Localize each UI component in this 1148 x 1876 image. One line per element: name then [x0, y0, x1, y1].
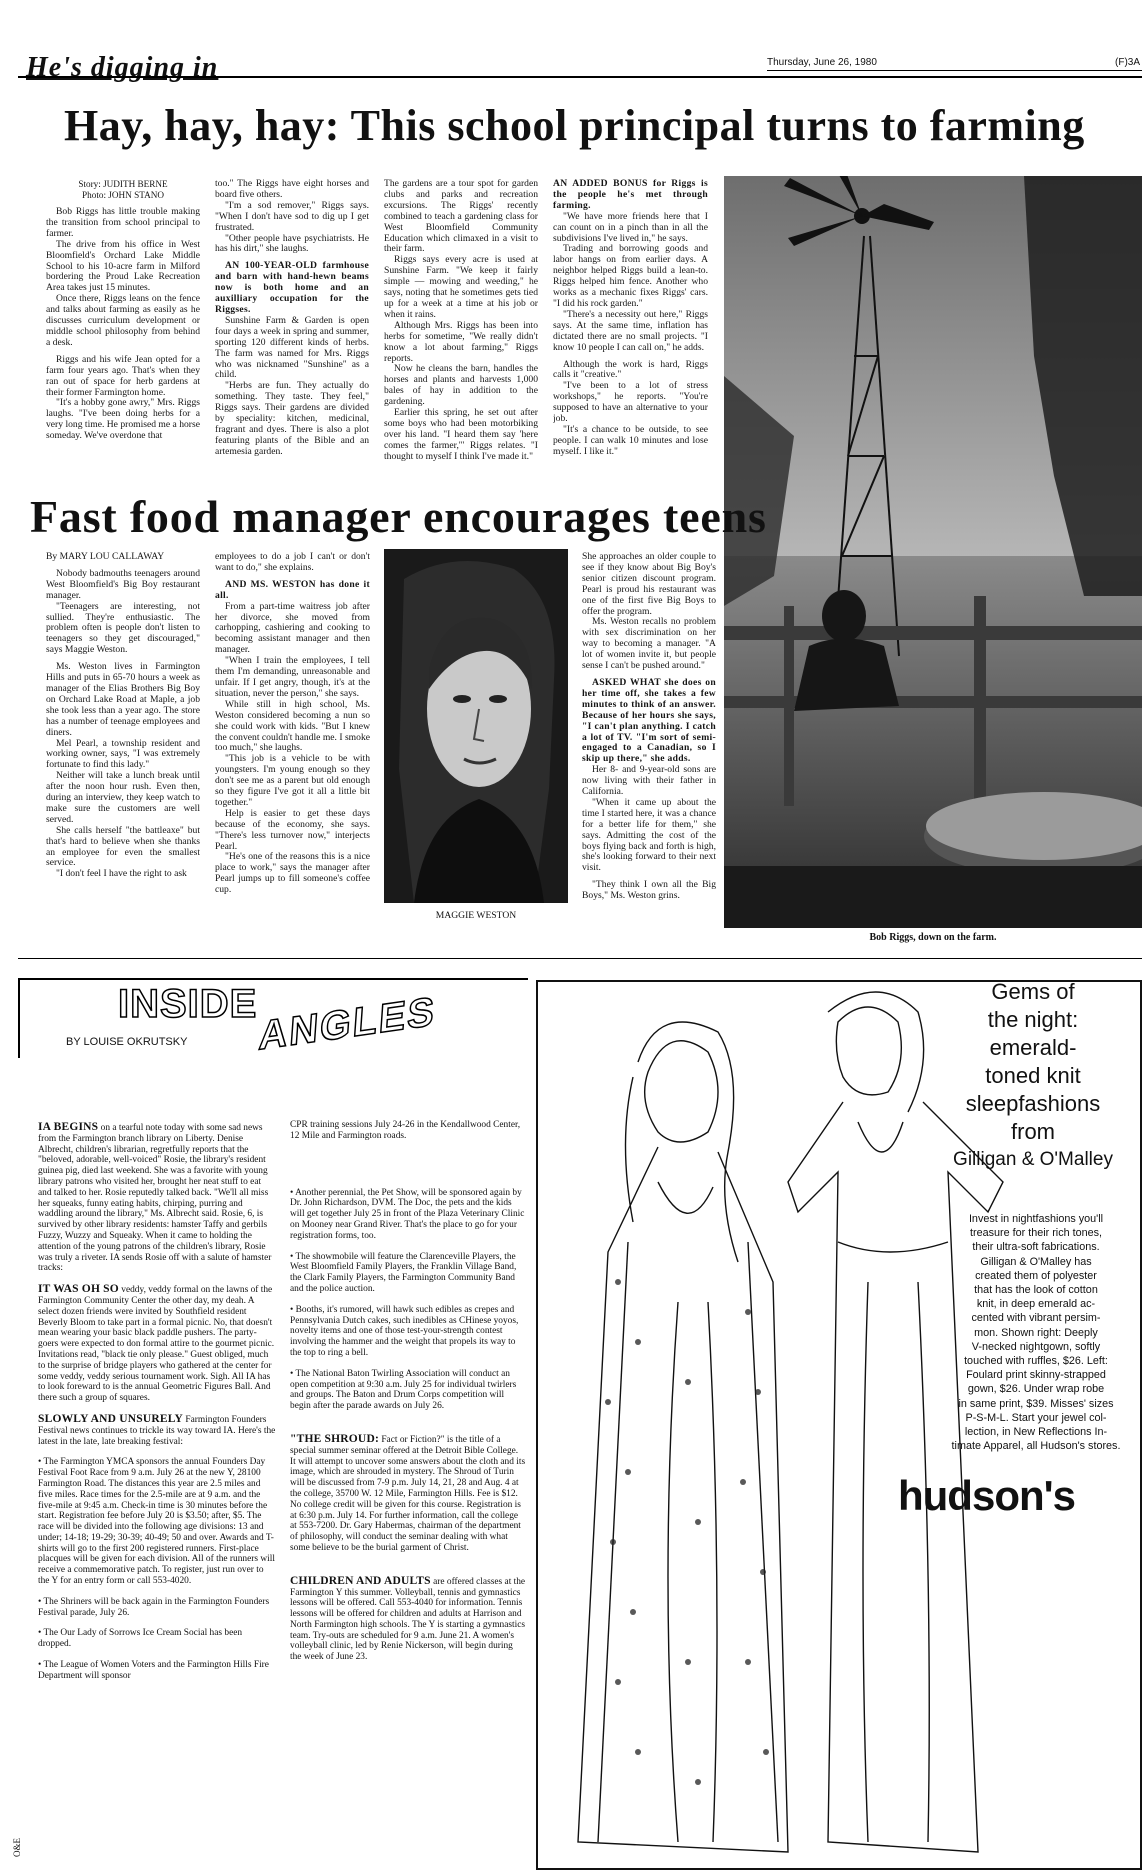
paragraph: "Teenagers are interesting, not sullied. They're enthusiastic. The problem often is people don't listen to teenagers so they get discouraged," says Maggie Weston.	[46, 600, 200, 656]
story2-column-1	[46, 552, 200, 920]
paragraph: AN ADDED BONUS for Riggs is the people he's met through farming.	[553, 179, 708, 211]
paragraph: "When I train the employees, I tell them I'm demanding, unreasonable and unfair. If I get angry, though, it's at the situation, never the person," she says.	[215, 655, 370, 699]
paragraph: "This job is a vehicle to be with youngsters. I'm young enough so they don't see me as a parent but old enough so they figure I've got it all a little bit together."	[215, 753, 370, 808]
ad-headline	[928, 978, 1138, 1174]
margin-mark: O&E	[12, 1838, 22, 1857]
paragraph: employees to do a job I can't or don't want to do," she explains.	[215, 552, 370, 573]
paragraph: "It's a hobby gone awry," Mrs. Riggs laughs. "I've been doing herbs for a very long time. He promised me a horse someday. We've overdone that	[46, 397, 200, 442]
paragraph: "He's one of the reasons this is a nice place to work," says the manager after Pearl jumps up to fill someone's coffee cup.	[215, 851, 370, 896]
item-text: • The showmobile will feature the Clarenceville Players, the West Bloomfield Family Players, the Franklin Village Band, the Clark Family Players, the Farmington Community Band and the police auction.	[290, 1251, 517, 1294]
paragraph: From a part-time waitress job after her divorce, she moved from carhopping, cashiering and cooking to becoming assistant manager and then manager.	[215, 600, 370, 656]
paragraph: Her 8- and 9-year-old sons are now living with their father in California.	[582, 764, 716, 798]
item-text: veddy, veddy formal on the lawns of the Farmington Community Center the other day, my deah. A select dozen friends were invited by Southfield resident Beverly Bloom to take part in a formal picnic. No, that doesn't mean wearing your basic black paddle pushers. The party-goers were expected to don formal attire to the gourmet picnic. Invitations read, "black tie only please." Guest obliged, much to the surprise of bridge players who gathered at the center for some veddy, veddy serious tournament work. Sigh. All IA has to look foreward to is the annual Geometric Figures Ball. And there such a group of squares.	[38, 1285, 275, 1404]
paragraph: Mel Pearl, a township resident and working owner, says, "I was extremely fortunate to find this lady."	[46, 737, 200, 771]
paragraph: Sunshine Farm & Garden is open four days a week in spring and summer, sporting 120 different kinds of herbs. The farm was named for Mrs. Riggs who was nicknamed "Sunshine" as a child.	[215, 314, 369, 381]
story2-column-2	[215, 552, 370, 920]
ad-headline-line: toned knit	[985, 1063, 1081, 1088]
hudsons-ad	[536, 980, 1142, 1870]
inside-angles-column-2	[290, 1120, 526, 1870]
ad-body-line: Invest in nightfashions you'll	[968, 1213, 1104, 1225]
ad-headline-line: the night:	[987, 1007, 1079, 1032]
item	[38, 1284, 276, 1404]
paragraph: Although Mrs. Riggs has been into herbs for sometime, "We really didn't know a lot about farming," Riggs reports.	[384, 319, 538, 364]
item	[38, 1597, 276, 1619]
story1-column-3	[384, 179, 538, 479]
paragraph: "When it came up about the time I started here, it was a chance for a better life for them," she says. Admitting the cost of the boys flying back and forth is high, she's looking forward to their next visit.	[582, 796, 716, 874]
ad-body-line: lection, in New Reflections In-	[964, 1426, 1108, 1439]
paragraph: She approaches an older couple to see if they know about Big Boy's senior citizen discount program. Pearl is proud his restaurant was one of the first five Big Boys to offer the program.	[582, 552, 716, 617]
ad-body-line: P-S-M-L. Start your jewel col-	[965, 1411, 1107, 1424]
maggie-weston-caption: MAGGIE WESTON	[435, 910, 517, 921]
paragraph: Help is easier to get these days because of the economy, she says. "There's less turnover now," interjects Pearl.	[215, 807, 370, 852]
paragraph: Bob Riggs has little trouble making the transition from school principal to farmer.	[46, 206, 200, 239]
ad-body-line: Gilligan & O'Malley has	[980, 1255, 1092, 1268]
item-text: • Another perennial, the Pet Show, will be sponsored again by Dr. John Richardson, DVM. The Doc, the pets and the kids will get together July 25 in front of the Plaza Veterinary Clinic on Mooney near Grand River. That's the place to go for your registration forms, too.	[290, 1187, 525, 1241]
ad-headline-line: from	[1011, 1119, 1055, 1144]
paragraph: Nobody badmouths teenagers around West Bloomfield's Big Boy restaurant manager.	[46, 567, 200, 601]
ad-body-line: Foulard print skinny-strapped	[966, 1369, 1106, 1382]
paragraph: The gardens are a tour spot for garden clubs and parks and recreation excursions. The Riggs' recently combined to teach a gardening class for West Bloomfield Community Education which climaxed in a visit to their farm.	[384, 179, 538, 255]
ad-body-line: knit, in deep emerald ac-	[976, 1298, 1096, 1311]
item	[38, 1414, 276, 1447]
ad-body-line: cented with vibrant persim-	[971, 1312, 1101, 1325]
inside-angles-logo-angles: ANGLES	[257, 989, 438, 1059]
paragraph: AND MS. WESTON has done it all.	[215, 578, 370, 601]
ad-body-line: in same print, $39. Misses' sizes	[958, 1397, 1114, 1410]
ad-headline-line: Gems of	[991, 979, 1075, 1004]
paragraph: Ms. Weston lives in Farmington Hills and puts in 65-70 hours a week as manager of the Elias Brothers Big Boy on Orchard Lake Road at Maple, a job she took less than a year ago. The store has a number of teenage employees and diners.	[46, 661, 200, 738]
paragraph: "I don't feel I have the right to ask	[56, 868, 187, 880]
item	[290, 1434, 526, 1554]
ad-body-line: mon. Shown right: Deeply	[974, 1326, 1098, 1339]
inside-angles-logo-inside: INSIDE	[118, 982, 258, 1026]
paragraph: "I've been to a lot of stress workshops," he reports. "You're supposed to have an alternative to your job.	[553, 380, 708, 425]
paragraph: "Other people have psychiatrists. He has his dirt," she laughs.	[215, 232, 369, 255]
item-text: • The Shriners will be back again in the Farmington Founders Festival parade, July 26.	[38, 1596, 270, 1618]
ad-body-line: timate Apparel, all Hudson's stores.	[951, 1440, 1121, 1453]
item-text: CPR training sessions July 24-26 in the Kendallwood Center, 12 Mile and Farmington roads.	[290, 1120, 521, 1141]
issue-date: Thursday, June 26, 1980	[767, 57, 877, 68]
paragraph: Trading and borrowing goods and labor hangs on from earlier days. A neighbor helped Riggs build a lean-to. Riggs helped him fence. Another who works as a mechanic fixes Riggs' cars. "I did his rock garden."	[553, 243, 708, 309]
paragraph: Ms. Weston recalls no problem with sex discrimination on her way to becoming a manager. "A lot of women invite it, but people sense I can't be pushed around."	[582, 616, 716, 672]
story1-column-1	[46, 179, 200, 479]
headline-farming: Hay, hay, hay: This school principal turns to farming	[64, 101, 1085, 150]
paragraph: The drive from his office in West Bloomfield's Orchard Lake Middle School to his 10-acre farm in Milford bordering the Proud Lake Recreation Area takes just 15 minutes.	[46, 238, 200, 294]
item	[38, 1628, 276, 1650]
paragraph: too." The Riggs have eight horses and board five others.	[215, 179, 369, 200]
item	[290, 1252, 526, 1295]
ad-body-line: their ultra-soft fabrications.	[972, 1241, 1100, 1254]
paragraph: She calls herself "the battleaxe" but that's hard to believe when she thanks an employee for even the smallest service.	[46, 824, 200, 869]
story-credit: Story: JUDITH BERNE	[78, 179, 168, 189]
page-number: (F)3A	[1115, 57, 1140, 68]
item	[290, 1576, 526, 1663]
item-text: are offered classes at the Farmington Y this summer. Volleyball, tennis and gymnastics lessons will be offered. Call 553-4040 for information. Tennis lessons will be offered for children and adults at Harrison and North Farmington high schools. The Y is starting a gymnastics team. Try-outs are scheduled for 9 a.m. June 21. A women's volleyball clinic, led by Renie Nickerson, will begin during the week of June 23.	[290, 1576, 526, 1663]
paragraph: "I'm a sod remover," Riggs says. "When I don't have sod to dig up I get frustrated.	[215, 199, 369, 233]
paragraph: AN 100-YEAR-OLD farmhouse and barn with hand-hewn beams now is both home and an auxilliary occupation for the Riggses.	[215, 260, 369, 315]
story2-column-3	[582, 552, 716, 920]
item-text: • The League of Women Voters and the Farmington Hills Fire Department will sponsor	[38, 1660, 269, 1681]
paragraph: Now he cleans the barn, handles the horses and plants and harvests 1,000 bales of hay in addition to the gardening.	[384, 363, 538, 408]
ad-body-line: V-necked nightgown, softly	[971, 1340, 1101, 1353]
ad-body-line: gown, $26. Under wrap robe	[967, 1383, 1105, 1396]
paragraph: Neither will take a lunch break until after the noon hour rush. Even then, during an interview, they keep watch to make sure the customers are well served.	[46, 770, 200, 825]
item	[38, 1457, 276, 1587]
story1-column-2	[215, 179, 369, 479]
item-lead: IA BEGINS	[38, 1122, 99, 1133]
paragraph: Once there, Riggs leans on the fence and talks about farming as easily as he discusses curriculum development or middle school philosophy from behind a desk.	[46, 293, 200, 348]
item-lead: SLOWLY AND UNSURELY	[38, 1412, 184, 1425]
ad-headline-line: Gilligan & O'Malley	[953, 1149, 1113, 1170]
item-text: • The Farmington YMCA sponsors the annual Founders Day Festival Foot Race from 9 a.m. July 26 at the new Y, 28100 Farmington Road. The distances this year are 2.5 miles and five miles. Race times for the 2.5-mile are at 9 a.m. and the five-mile at 9:45 a.m. Check-in time is 30 minutes before the start. Registration fee before July 20 is $3.50; after, $5. The race will be divided into the following age divisions: 13 and under; 14-18; 19-29; 30-39; 40-49; 50 and over. Awards and T-shirts will go to the first 200 registered runners. First-place placques will be given for each division. All of the runners will receive a commemorative patch. To register, just run over to the Y for an entry form or call 553-4020.	[38, 1457, 275, 1587]
paragraph: "They think I own all the Big Boys," Ms. Weston grins.	[582, 879, 716, 902]
maggie-weston-photo	[384, 549, 568, 903]
hudsons-logo: hudson's	[898, 1472, 1075, 1519]
paragraph: Although the work is hard, Riggs calls it "creative."	[553, 358, 708, 381]
paragraph: "It's a chance to be outside, to see people. I can walk 10 minutes and lose myself. I like it."	[553, 423, 708, 457]
photo-credit: Photo: JOHN STANO	[82, 190, 164, 200]
item-text: • The Our Lady of Sorrows Ice Cream Social has been dropped.	[38, 1628, 243, 1650]
item-text: on a tearful note today with some sad news from the Farmington branch library on Liberty. Denise Albrecht, children's librarian, regretfully reports that the "beloved, adorable, well-voiced" Rosie, the library's resident guinea pig, died last weekend. She was a favorite with young library patrons who visited her, brought her neat stuff to eat and talked to her. Rosie reputedly talked back. "We'll all miss her squeaks, funny eating habits, chirping, purring and waddling around the library," Ms. Albrecht said. Rosie, 6, is survived by other library residents: hamster Taffy and gerbils Fuzzy, Wuzzy and Squeaky. When it came to holding the attention of the young patrons of the children's library, Rosie was truly a riveter. IA sends Rosie off with a salute of hamster tracks:	[38, 1123, 272, 1274]
item-text: • The National Baton Twirling Association will conduct an open competition at 9:30 a.m. July 25 for individual twirlers and groups. The Baton and Drum Corps competition will begin after the parade awards on July 26.	[290, 1368, 517, 1412]
ad-headline-line: sleepfashions	[965, 1091, 1101, 1116]
ad-body-line: touched with ruffles, $26. Left:	[964, 1355, 1108, 1368]
item-lead: "THE SHROUD:	[290, 1432, 379, 1445]
headline-fast-food: Fast food manager encourages teens	[30, 491, 767, 542]
item-text: Farmington Founders Festival news continues to trickle its way toward IA. Here's the latest in the late, late breaking festival:	[38, 1414, 276, 1447]
item	[290, 1120, 526, 1142]
ad-body-line: treasure for their rich tones,	[969, 1227, 1103, 1240]
item	[290, 1188, 526, 1242]
paragraph: ASKED WHAT she does on her time off, she takes a few minutes to think of an answer. Because of her hours she says, "I can't plan anything. I catch a lot of TV. "I'm sort of semi-engaged to a Canadian, so I skip up there," she adds.	[582, 676, 716, 765]
paragraph: Earlier this spring, he set out after some boys who had been motorbiking over his land. "I heard them say 'here comes the farmer,'" Riggs relates. "I thought to myself I think I've made it."	[384, 407, 538, 462]
item	[38, 1122, 276, 1274]
ad-body	[936, 1212, 1136, 1453]
byline: By MARY LOU CALLAWAY	[46, 552, 165, 562]
inside-angles-byline: BY LOUISE OKRUTSKY	[66, 1036, 188, 1048]
item	[38, 1660, 276, 1682]
farm-photo-caption: Bob Riggs, down on the farm.	[869, 932, 997, 943]
paragraph: Riggs and his wife Jean opted for a farm four years ago. That's when they ran out of space for herb gardens at their former Farmington home.	[46, 353, 200, 398]
item-lead: CHILDREN AND ADULTS	[290, 1574, 431, 1587]
story1-column-4	[553, 179, 708, 479]
farm-photo	[724, 176, 1142, 928]
item	[290, 1369, 526, 1412]
paragraph: Riggs says every acre is used at Sunshine Farm. "We keep it fairly simple — mowing and weeding," he says, noting that he sometimes gets tied up for a week at a time at his job or when it rains.	[384, 254, 538, 320]
top-rule	[18, 76, 1142, 78]
item-lead: IT WAS OH SO	[38, 1283, 119, 1296]
ad-headline-line: emerald-	[989, 1035, 1077, 1060]
paragraph: "We have more friends here that I can count on in a pinch than in all the subdivisions I've lived in," he says.	[553, 210, 708, 244]
section-divider	[18, 958, 1142, 959]
dateline	[767, 57, 1142, 71]
inside-angles-column-1	[38, 1122, 276, 1872]
paragraph: While still in high school, Ms. Weston considered becoming a nun so she could work with kids. "But I knew the convent couldn't handle me. I smoke too much," she laughs.	[215, 698, 370, 754]
ad-body-line: that has the look of cotton	[974, 1284, 1098, 1297]
ad-body-line: created them of polyester	[975, 1269, 1097, 1282]
item	[290, 1305, 526, 1359]
paragraph: "There's a necessity out here," Riggs says. At the same time, inflation has dictated there are no small projects. "I know 10 people I can call on," he adds.	[553, 308, 708, 353]
item-text: • Booths, it's rumored, will hawk such edibles as crepes and Pennsylvania Dutch cakes, such inedibles as CHinese yoyos, novelty items and one of those test-your-strength contest involving the hammer and the weight that propels its way to the top to ring a bell.	[290, 1304, 519, 1358]
section-kicker: He's digging in	[26, 52, 219, 83]
paragraph: "Herbs are fun. They actually do something. They taste. They feel," Riggs says. Their gardens are divided by speciality: kitchen, medicinal, fragrant and dyes. There is also a plot featuring plants of the Bible and an artemesia garden.	[215, 380, 369, 457]
item-text: Fact or Fiction?" is the title of a special summer seminar offered at the Detroit Bible College. It will attempt to uncover some answers about the cloth and its image, which are shrouded in mystery. The Shroud of Turin will be discussed from 7-9 p.m. July 14, 21, 28 and Aug. 4 at the college, 35700 W. 12 Mile, Farmington Hills. Fee is $12. No college credit will be given for this course. Registration is at 6:30 p.m. July 14. For further information, call the college at 553-7200. Dr. Gary Habermas, chairman of the department of philosophy, will conduct the seminar dealing with what some believe to be the burial garment of Christ.	[290, 1434, 526, 1553]
